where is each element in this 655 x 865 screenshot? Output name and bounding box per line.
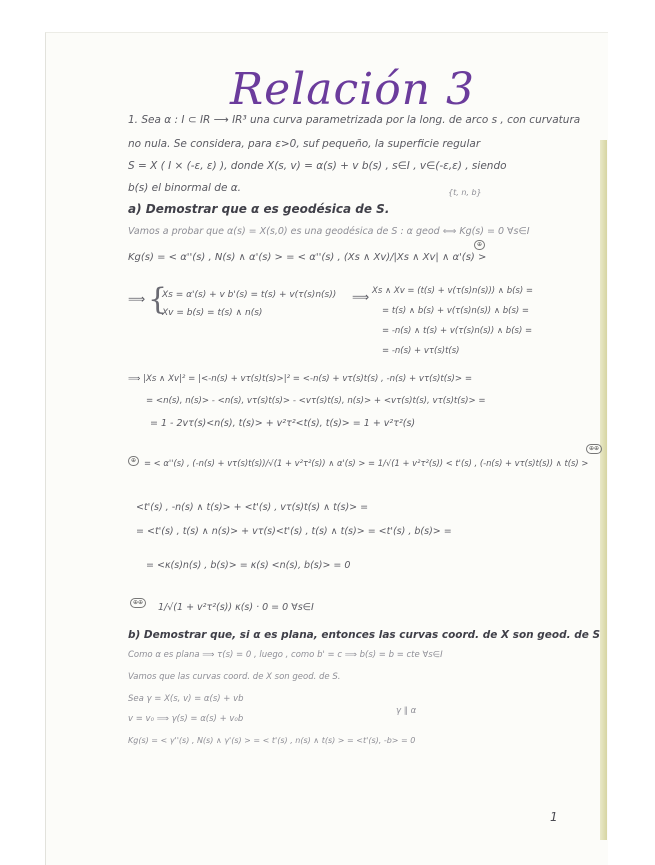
- implies-arrow-1: ⟹: [128, 292, 146, 306]
- cross-product-4: = -n(s) + vτ(s)t(s): [382, 346, 460, 356]
- part-b-line-1: Como α es plana ⟹ τ(s) = 0 , luego , como b' = c ⟹ b(s) = b = cte ∀s∈I: [128, 650, 443, 660]
- cross-product-2: = t(s) ∧ b(s) + v(τ(s)n(s)) ∧ b(s) =: [382, 306, 530, 316]
- norm-line-2: = <n(s), n(s)> - <n(s), vτ(s)t(s)> - <vτ(s)t(s), n(s)> + <vτ(s)t(s), vτ(s)t(s)> =: [146, 396, 486, 406]
- xv-derivative: Xv = b(s) = t(s) ∧ n(s): [162, 308, 263, 318]
- implies-arrow-2: ⟹: [352, 290, 370, 304]
- kg-formula: Kg(s) = < α''(s) , N(s) ∧ α'(s) > = < α''(s) , (Xs ∧ Xv)/|Xs ∧ Xv| ∧ α'(s) >: [128, 252, 487, 263]
- part-b-line-5: Kg(s) = < γ''(s) , N(s) ∧ γ'(s) > = < t'(s) , n(s) ∧ t(s) > = <t'(s), -b> = 0: [128, 736, 416, 745]
- expand-line-3: = <κ(s)n(s) , b(s)> = κ(s) <n(s), b(s)> = 0: [146, 560, 351, 571]
- cross-product-1: Xs ∧ Xv = (t(s) + v(τ(s)n(s))) ∧ b(s) =: [372, 286, 534, 296]
- problem-line-2: no nula. Se considera, para ε>0, suf pequeño, la superficie regular: [128, 138, 481, 150]
- page-title: Relación 3: [230, 64, 475, 115]
- kg-substituted: = < α''(s) , (-n(s) + vτ(s)t(s))/√(1 + v²τ²(s)) ∧ α'(s) > = 1/√(1 + v²τ²(s)) < t'(s) , (-n(s) + vτ(s)t(s)) ∧ t(s) >: [144, 458, 589, 468]
- ref-mark-3: ⊕⊕: [586, 444, 602, 454]
- frenet-note: {t, n, b}: [448, 188, 482, 197]
- cross-product-3: = -n(s) ∧ t(s) + v(τ(s)n(s)) ∧ b(s) =: [382, 326, 533, 336]
- expand-line-1: <t'(s) , -n(s) ∧ t(s)> + <t'(s) , vτ(s)t(s) ∧ t(s)> =: [136, 502, 369, 513]
- xs-derivative: Xs = α'(s) + v b'(s) = t(s) + v(τ(s)n(s)): [162, 290, 337, 300]
- part-b-line-3: Sea γ = X(s, v) = α(s) + vb: [128, 694, 244, 704]
- part-b-line-4: v = v₀ ⟹ γ(s) = α(s) + v₀b: [128, 714, 244, 724]
- problem-line-1: 1. Sea α : I ⊂ IR ⟶ IR³ una curva parametrizada por la long. de arco s , con curvatura: [128, 114, 581, 126]
- part-b-parallel-note: γ ∥ α: [396, 706, 417, 716]
- norm-line-1: ⟹ |Xs ∧ Xv|² = |<-n(s) + vτ(s)t(s)>|² = <-n(s) + vτ(s)t(s) , -n(s) + vτ(s)t(s)> =: [128, 374, 473, 384]
- kg-result: 1/√(1 + v²τ²(s)) κ(s) · 0 = 0 ∀s∈I: [158, 602, 314, 613]
- part-b-heading: b) Demostrar que, si α es plana, entonces las curvas coord. de X son geod. de S: [128, 628, 600, 641]
- problem-line-4: b(s) el binormal de α.: [128, 182, 241, 194]
- expand-line-2: = <t'(s) , t(s) ∧ n(s)> + vτ(s)<t'(s) , t(s) ∧ t(s)> = <t'(s) , b(s)> =: [136, 526, 452, 537]
- ref-mark-1: ⊕: [474, 240, 485, 250]
- system-brace: {: [148, 282, 168, 317]
- part-a-heading: a) Demostrar que α es geodésica de S.: [128, 202, 390, 216]
- part-a-intro: Vamos a probar que α(s) = X(s,0) es una geodésica de S : α geod ⟺ Kg(s) = 0 ∀s∈I: [128, 226, 530, 237]
- part-b-line-2: Vamos que las curvas coord. de X son geod. de S.: [128, 672, 341, 682]
- norm-line-3: = 1 - 2vτ(s)<n(s), t(s)> + v²τ²<t(s), t(s)> = 1 + v²τ²(s): [150, 418, 416, 429]
- ref-mark-2: ⊕: [128, 456, 139, 466]
- paper-edge: [600, 140, 607, 840]
- page-number: 1: [550, 810, 558, 824]
- problem-line-3: S = X ( I × (-ε, ε) ), donde X(s, v) = α(s) + v b(s) , s∈I , v∈(-ε,ε) , siendo: [128, 160, 507, 172]
- ref-mark-4: ⊕⊕: [130, 598, 146, 608]
